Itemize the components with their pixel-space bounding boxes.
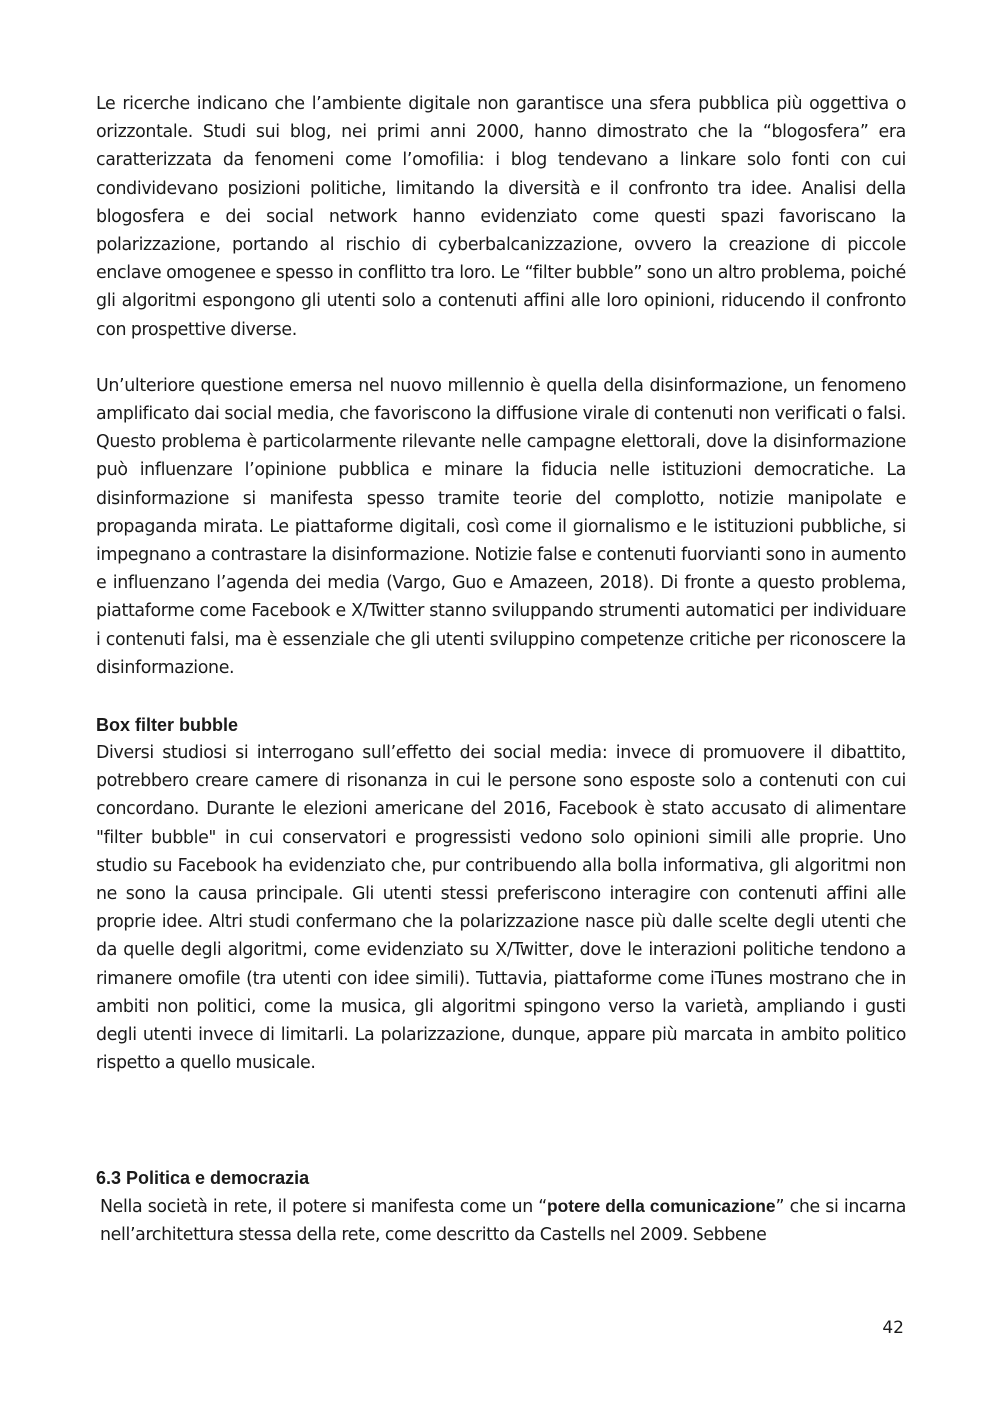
page-number: 42 xyxy=(882,1318,904,1338)
section-text-bold: potere della comunicazione xyxy=(546,1195,776,1216)
section-spacer xyxy=(96,1078,906,1164)
section-heading: 6.3 Politica e democrazia xyxy=(96,1167,310,1188)
box-paragraph: Diversi studiosi si interrogano sull’effetto dei social media: invece di promuovere il dibattito, potrebbero creare camere di risonanza in cui le persone sono esposte solo a contenuti con cui concordano. Durante le elezioni americane del 2016, Facebook è stato accusato di alimentare "filter bubble" in cui conservatori e progressisti vedono solo opinioni simili alle proprie. Uno studio su Facebook ha evidenziato che, pur contribuendo alla bolla informativa, gli algoritmi non ne sono la causa principale. Gli utenti stessi preferiscono interagire con contenuti affini alle proprie idee. Altri studi confermano che la polarizzazione nasce più dalle scelte degli utenti che da quelle degli algoritmi, come evidenziato su X/Twitter, dove le interazioni politiche tendono a rimanere omofile (tra utenti con idee simili). Tuttavia, piattaforme come iTunes mostrano che in ambiti non politici, come la musica, gli algoritmi spingono verso la varietà, ampliando i gusti degli utenti invece di limitarli. La polarizzazione, dunque, appare più marcata in ambito politico rispetto a quello musicale. xyxy=(96,743,906,1074)
paragraph-spacer xyxy=(96,344,906,372)
section-text-before: Nella società in rete, il potere si manifesta come un “ xyxy=(100,1196,547,1217)
paragraph-disinformation: Un’ulteriore questione emersa nel nuovo millennio è quella della disinformazione, un fenomeno amplificato dai social media, che favoriscono la diffusione virale di contenuti non verificati o falsi. Questo problema è particolarmente rilevante nelle campagne elettorali, dove la disinformazione può influenzare l’opinione pubblica e minare la fiducia nelle istituzioni democratiche. La disinformazione si manifesta spesso tramite teorie del complotto, notizie manipolate e propaganda mirata. Le piattaforme digitali, così come il giornalismo e le istituzioni pubbliche, si impegnano a contrastare la disinformazione. Notizie false e contenuti fuorvianti sono in aumento e influenzano l’agenda dei media (Vargo, Guo e Amazeen, 2018). Di fronte a questo problema, piattaforme come Facebook e X/Twitter stanno sviluppando strumenti automatici per individuare i contenuti falsi, ma è essenziale che gli utenti sviluppino competenze critiche per riconoscere la disinformazione. xyxy=(96,375,906,678)
paragraph-filter-bubble-intro: Le ricerche indicano che l’ambiente digitale non garantisce una sfera pubblica più oggettiva o orizzontale. Studi sui blog, nei primi anni 2000, hanno dimostrato che la “blogosfera” era caratterizzata da fenomeni come l’omofilia: i blog tendevano a linkare solo fonti con cui condividevano posizioni politiche, limitando la diversità e il confronto tra idee. Analisi della blogosfera e dei social network hanno evidenziato come questi spazi favoriscano la polarizzazione, portando al rischio di cyberbalcanizzazione, ovvero la creazione di piccole enclave omogenee e spesso in conflitto tra loro. Le “filter bubble” sono un altro problema, poiché gli algoritmi espongono gli utenti solo a contenuti affini alle loro opinioni, riducendo il confronto con prospettive diverse. xyxy=(96,94,906,340)
paragraph-spacer xyxy=(96,682,906,711)
page-content xyxy=(96,90,906,1249)
section-paragraph xyxy=(96,1192,906,1249)
section-text-after: ” che si incarna nell’architettura stessa della rete, come descritto da Castells nel 2009. Sebbene xyxy=(100,1196,907,1245)
box-heading: Box filter bubble xyxy=(96,715,239,736)
